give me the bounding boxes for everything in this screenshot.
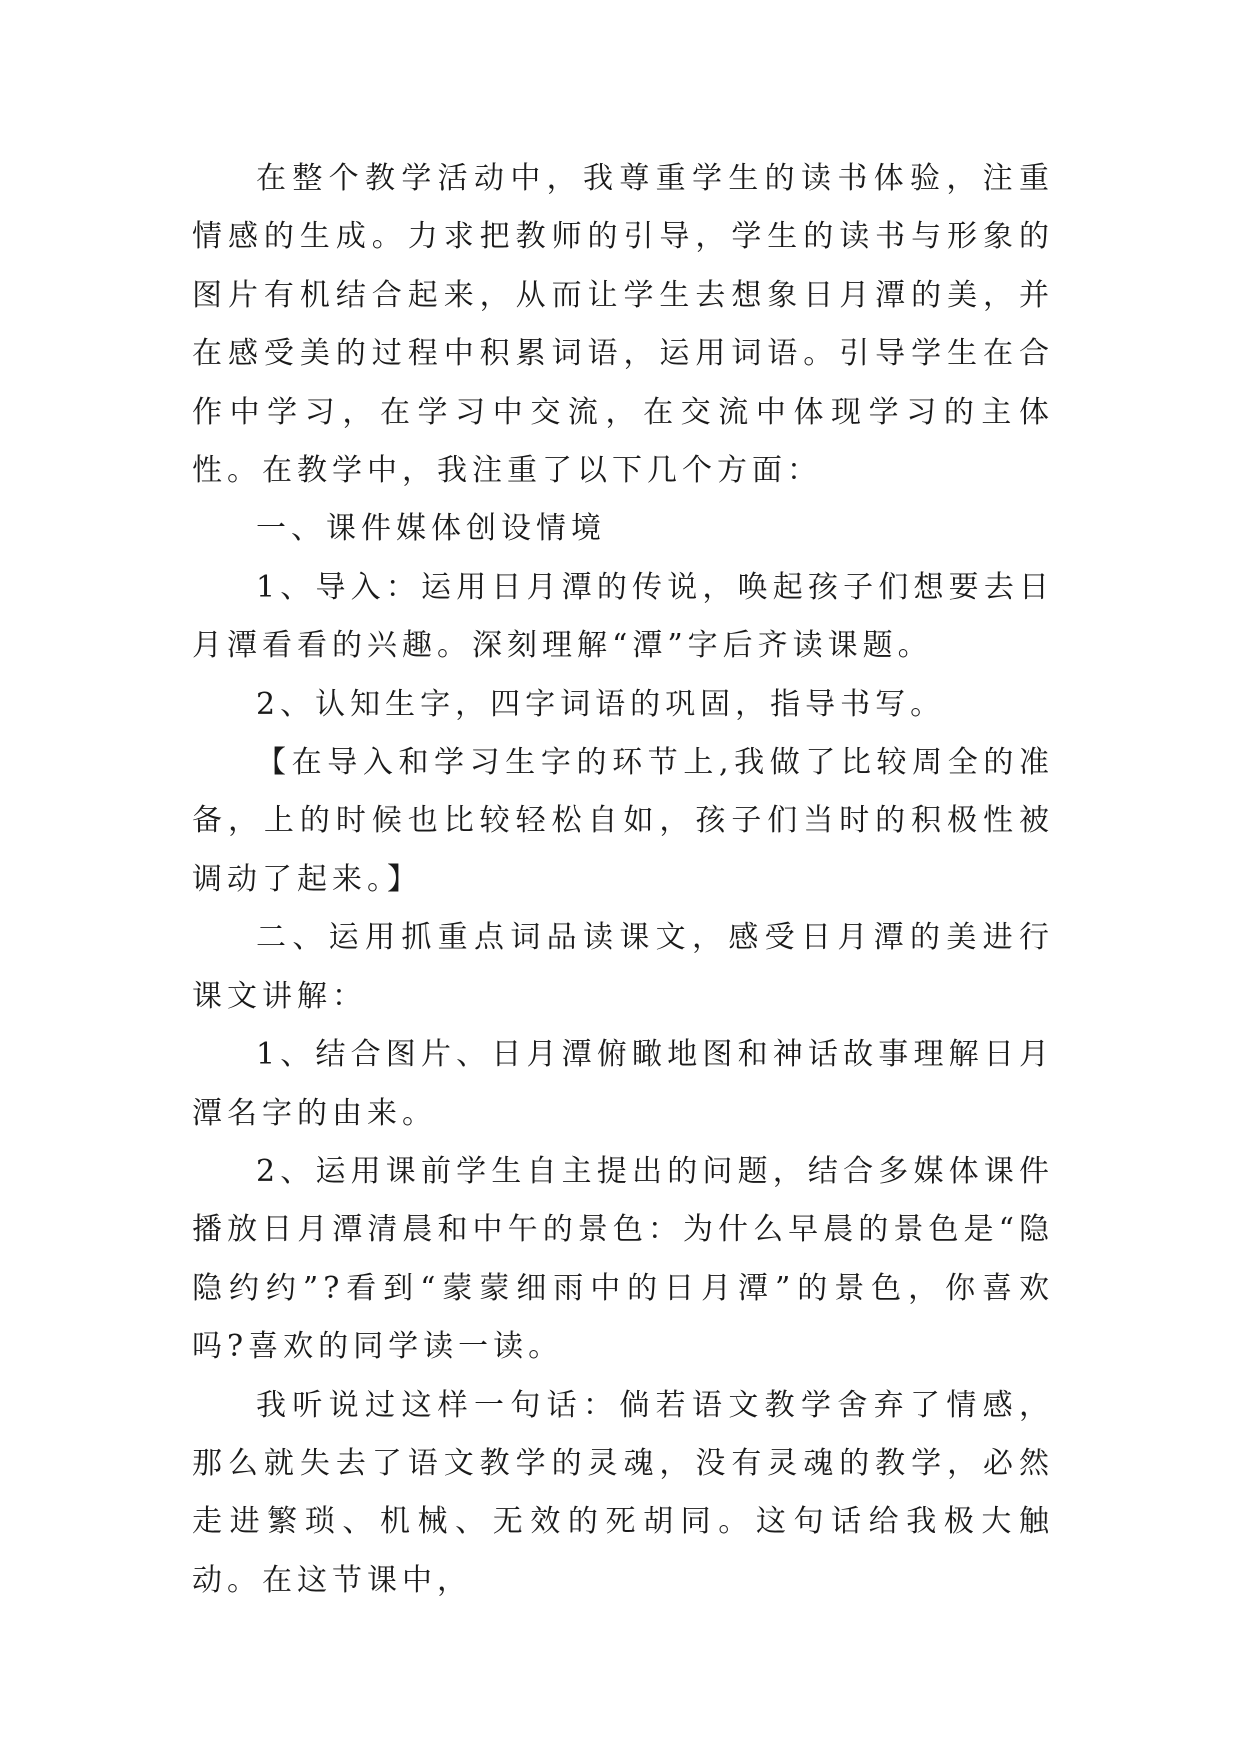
document-body [192, 150, 1054, 1610]
paragraph-item-1-name-origin: 1、结合图片、日月潭俯瞰地图和神话故事理解日月潭名字的由来。 [192, 1037, 1054, 1131]
heading-section-one: 一、课件媒体创设情境 [256, 511, 606, 547]
heading-section-two: 二、运用抓重点词品读课文，感受日月潭的美进行课文讲解： [192, 920, 1054, 1014]
paragraph-item-2-characters: 2、认知生字，四字词语的巩固，指导书写。 [256, 686, 946, 722]
paragraph-bracket-note: 【在导入和学习生字的环节上,我做了比较周全的准备，上的时候也比较轻松自如，孩子们当时的积极性被调动了起来。】 [192, 745, 1054, 897]
paragraph-quote-reflection: 我听说过这样一句话：倘若语文教学舍弃了情感，那么就失去了语文教学的灵魂，没有灵魂的教学，必然走进繁琐、机械、无效的死胡同。这句话给我极大触动。在这节课中， [192, 1387, 1054, 1598]
paragraph-item-2-scenery: 2、运用课前学生自主提出的问题，结合多媒体课件播放日月潭清晨和中午的景色：为什么早晨的景色是“隐隐约约”?看到“蒙蒙细雨中的日月潭”的景色，你喜欢吗?喜欢的同学读一读。 [192, 1153, 1054, 1365]
paragraph-reflection-intro: 在整个教学活动中，我尊重学生的读书体验，注重情感的生成。力求把教师的引导，学生的读书与形象的图片有机结合起来，从而让学生去想象日月潭的美，并在感受美的过程中积累词语，运用词语。引导学生在合作中学习，在学习中交流，在交流中体现学习的主体性。在教学中，我注重了以下几个方面： [192, 161, 1054, 489]
paragraph-item-1-intro: 1、导入：运用日月潭的传说，唤起孩子们想要去日月潭看看的兴趣。深刻理解“潭”字后齐读课题。 [192, 569, 1054, 664]
